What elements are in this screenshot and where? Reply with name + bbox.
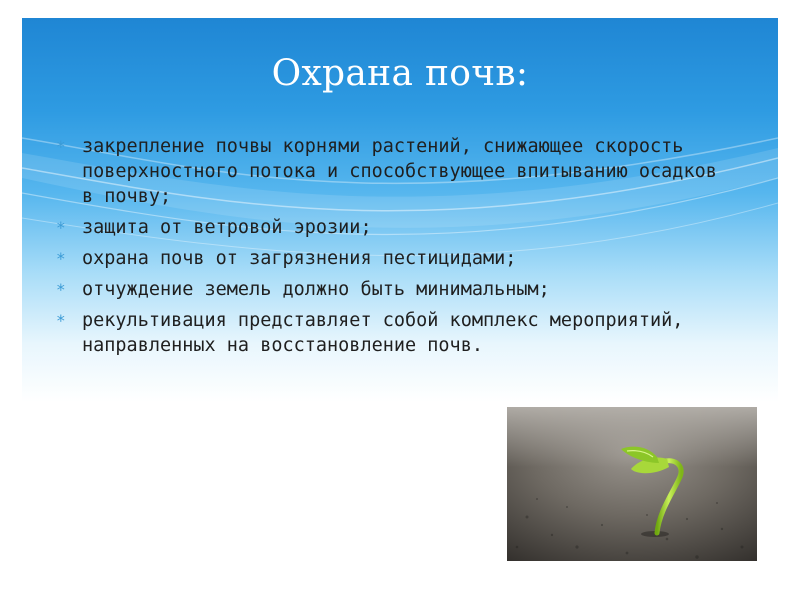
bullet-text: рекультивация представляет собой комплекс мероприятий, направленных на восстановление почв. <box>82 310 684 356</box>
slide-title: Охрана почв: <box>271 53 529 94</box>
bullet-marker: * <box>56 218 66 237</box>
bullet-text: охрана почв от загрязнения пестицидами; <box>82 248 517 269</box>
bullet-item <box>48 215 738 240</box>
slide-frame <box>22 18 778 600</box>
bullet-marker: * <box>56 249 66 268</box>
bullet-text: закрепление почвы корнями растений, снижающее скорость поверхностного потока и способствующее впитыванию осадков в почву; <box>82 136 717 207</box>
bullet-marker: * <box>56 311 66 330</box>
bullet-item <box>48 308 738 358</box>
bullet-marker: * <box>56 137 66 156</box>
soil-haze <box>507 407 757 467</box>
bullet-marker: * <box>56 280 66 299</box>
bullet-text: отчуждение земель должно быть минимальным; <box>82 279 550 300</box>
bullet-list <box>48 134 738 364</box>
bullet-item <box>48 246 738 271</box>
seedling-sprout-icon <box>507 407 757 561</box>
seedling-photo <box>507 407 757 561</box>
bullet-text: защита от ветровой эрозии; <box>82 217 372 238</box>
bullet-item <box>48 134 738 209</box>
bullet-item <box>48 277 738 302</box>
